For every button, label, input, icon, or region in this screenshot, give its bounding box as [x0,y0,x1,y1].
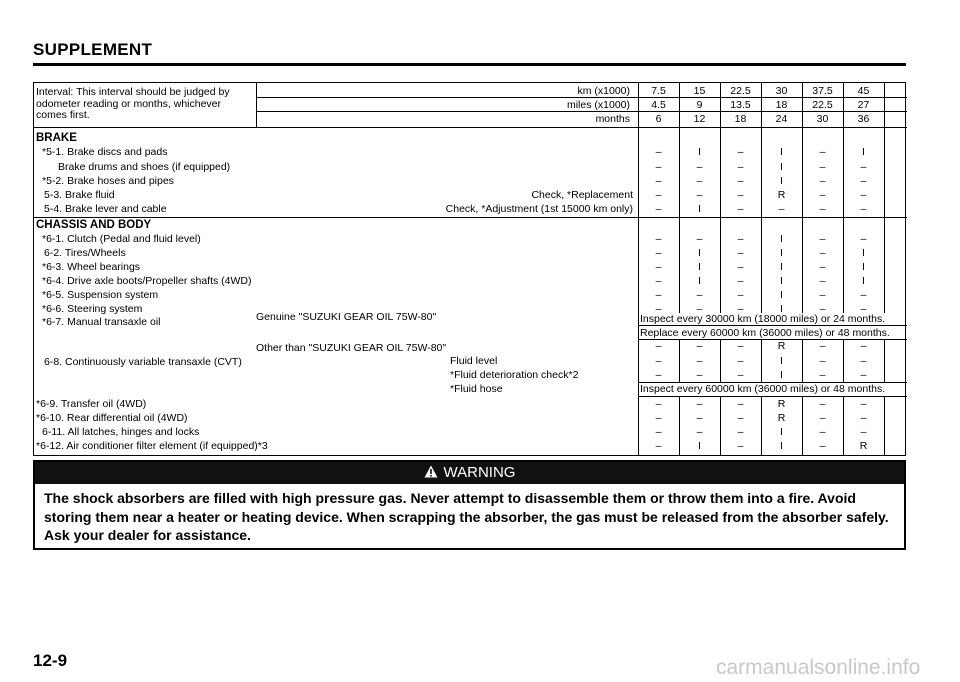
header-divider [256,97,907,98]
chassis-item-cell: I [780,233,783,245]
chassis-item-cell: I [780,289,783,301]
tail-item-cell: – [655,426,662,438]
row-divider [638,325,907,326]
chassis-item-cell: – [737,303,744,315]
col-divider [720,339,721,382]
brake-item-cell: – [655,203,662,215]
col-divider [761,396,762,455]
header-divider [256,111,907,112]
header-miles-cell: 13.5 [730,99,751,111]
brake-item-cell: I [780,161,783,173]
manual-other-cell: – [737,340,744,352]
tail-item-cell: – [860,426,867,438]
item-label: *6-10. Rear differential oil (4WD) [36,412,188,424]
brake-item-cell: – [655,175,662,187]
item-action: *Fluid hose [450,383,503,395]
brake-item-cell: I [780,146,783,158]
page-number: 12-9 [33,651,68,670]
warning-text: The shock absorbers are filled with high pressure gas. Never attempt to disassemble them or throw them into a fire. Avoid storing them near a heater or heating device. When scrapping the absorber, the gas must be released from the absorber safely. Ask your dealer for assistance. [44,490,889,543]
item-label: *5-1. Brake discs and pads [42,146,168,158]
brake-item-cell: I [698,146,701,158]
col-divider [720,396,721,455]
chassis-item-cell: – [655,247,662,259]
header-months-cell: 12 [693,113,706,125]
header-km-cell: 22.5 [730,85,751,97]
chassis-item-cell: – [696,233,703,245]
tail-item-cell: – [860,412,867,424]
col-divider [843,83,844,313]
header-km-cell: 37.5 [812,85,833,97]
item-label: *6-7. Manual transaxle oil [42,316,161,328]
cvt-row-cell: – [737,369,744,381]
chassis-item-cell: – [737,233,744,245]
chassis-item-cell: – [655,261,662,273]
chassis-item-cell: – [860,289,867,301]
cvt-row-cell: – [860,355,867,367]
chassis-item-cell: I [780,303,783,315]
brake-item-cell: I [698,203,701,215]
cvt-row-cell: – [655,369,662,381]
brake-item-cell: I [780,175,783,187]
chassis-item-cell: – [819,289,826,301]
section-divider [34,217,907,218]
manual-other-cell: – [696,340,703,352]
brake-item-cell: – [819,161,826,173]
manual-other-cell: – [655,340,662,352]
header-row-label: miles (x1000) [566,99,630,111]
tail-item-cell: – [696,398,703,410]
item-action: Fluid level [450,355,498,367]
tail-item-cell: I [780,440,783,452]
brake-item-cell: I [862,146,865,158]
tail-item-cell: – [737,412,744,424]
item-label: 5-3. Brake fluid [44,189,115,201]
brake-item-cell: – [696,161,703,173]
tail-item-cell: – [819,426,826,438]
header-months-cell: 18 [734,113,747,125]
chassis-item-cell: I [698,261,701,273]
header-row-label: months [595,113,630,125]
header-km-cell: 7.5 [651,85,666,97]
cvt-row-cell: I [780,355,783,367]
item-action: Check, *Adjustment (1st 15000 km only) [445,203,633,215]
header-months-cell: 24 [775,113,788,125]
header-miles-cell: 27 [857,99,870,111]
tail-item-cell: R [859,440,868,452]
tail-item-cell: – [737,426,744,438]
warning-triangle-icon [424,465,438,478]
brake-item-cell: – [860,189,867,201]
cvt-row-cell: – [819,369,826,381]
brake-item-cell: – [655,146,662,158]
col-divider [884,339,885,382]
section-brake: BRAKE [36,132,77,144]
brake-item-cell: – [819,203,826,215]
tail-item-cell: – [819,398,826,410]
item-action: Check, *Replacement [531,189,633,201]
brake-item-cell: – [819,175,826,187]
item-label: *5-2. Brake hoses and pipes [42,175,174,187]
item-label: *6-5. Suspension system [42,289,159,301]
chassis-item-cell: I [698,247,701,259]
col-divider [884,83,885,313]
brake-item-cell: – [860,203,867,215]
item-label: *6-6. Steering system [42,303,143,315]
chassis-item-cell: – [696,289,703,301]
col-divider [843,396,844,455]
col-divider [802,396,803,455]
tail-item-cell: – [655,398,662,410]
tail-item-cell: – [737,398,744,410]
item-label: *6-9. Transfer oil (4WD) [36,398,147,410]
chassis-item-cell: – [819,275,826,287]
tail-item-cell: – [860,398,867,410]
cvt-row-cell: I [780,369,783,381]
chassis-item-cell: – [655,303,662,315]
brake-item-cell: – [655,161,662,173]
tail-item-cell: I [780,426,783,438]
chassis-item-cell: – [737,275,744,287]
header-months-cell: 6 [655,113,662,125]
chassis-item-cell: – [860,233,867,245]
interval-note-line: comes first. [36,109,90,121]
chassis-item-cell: – [819,233,826,245]
brake-item-cell: – [696,189,703,201]
header-bottom [34,127,907,128]
chassis-item-cell: – [819,261,826,273]
brake-item-cell: – [696,175,703,187]
chassis-item-cell: I [862,247,865,259]
tail-item-cell: – [696,412,703,424]
brake-item-cell: – [778,203,785,215]
manual-other-cell: R [777,340,786,352]
header-months-cell: 30 [816,113,829,125]
col-divider [638,83,639,455]
chassis-item-cell: – [696,303,703,315]
interval-note-line: odometer reading or months, whichever [36,97,222,110]
header-row-label: km (x1000) [577,85,630,97]
watermark: carmanualsonline.info [716,656,921,679]
brake-item-cell: – [737,175,744,187]
note-line: Inspect every 60000 km (36000 miles) or 48 months. [640,383,886,395]
item-label: 6-11. All latches, hinges and locks [42,426,200,438]
chassis-item-cell: I [698,275,701,287]
cvt-row-cell: – [655,355,662,367]
col-divider [761,83,762,313]
warning-box [33,460,906,550]
item-action: *Fluid deterioration check*2 [450,369,579,381]
chassis-item-cell: – [655,275,662,287]
tail-item-cell: I [698,440,701,452]
note-line: Replace every 60000 km (36000 miles) or 48 months. [640,327,890,339]
manual-other-cell: – [860,340,867,352]
header-km-cell: 30 [775,85,788,97]
item-label: Brake drums and shoes (if equipped) [58,161,231,173]
title-rule [33,63,906,66]
col-divider [720,83,721,313]
brake-item-cell: – [737,203,744,215]
item-label: 6-2. Tires/Wheels [44,247,126,259]
tail-item-cell: – [655,440,662,452]
section-chassis: CHASSIS AND BODY [36,219,152,231]
brake-item-cell: – [860,175,867,187]
item-action: Genuine "SUZUKI GEAR OIL 75W-80" [256,311,437,323]
interval-divider [256,83,257,127]
chassis-item-cell: I [780,261,783,273]
note-line: Inspect every 30000 km (18000 miles) or 24 months. [640,313,886,325]
brake-item-cell: – [819,189,826,201]
cvt-row-cell: – [696,355,703,367]
chassis-item-cell: – [819,303,826,315]
brake-item-cell: – [737,189,744,201]
col-divider [679,83,680,313]
chassis-item-cell: – [737,247,744,259]
cvt-row-cell: – [819,355,826,367]
item-label: *6-3. Wheel bearings [42,261,141,273]
brake-item-cell: R [777,189,786,201]
brake-item-cell: – [819,146,826,158]
warning-title: WARNING [443,464,516,481]
chassis-item-cell: – [655,233,662,245]
cvt-row-cell: – [696,369,703,381]
brake-item-cell: – [737,161,744,173]
chassis-item-cell: I [862,275,865,287]
cvt-row-cell: – [737,355,744,367]
header-km-cell: 45 [857,85,870,97]
warning-header [35,462,904,484]
brake-item-cell: – [860,161,867,173]
item-action: Other than "SUZUKI GEAR OIL 75W-80" [256,342,447,354]
header-miles-cell: 18 [775,99,788,111]
item-label: *6-1. Clutch (Pedal and fluid level) [42,233,201,245]
tail-item-cell: – [819,440,826,452]
chassis-item-cell: I [780,275,783,287]
interval-note-line: Interval: This interval should be judged by [36,86,230,98]
tail-item-cell: – [696,426,703,438]
chassis-item-cell: – [737,289,744,301]
manual-other-cell: – [819,340,826,352]
header-km-cell: 15 [693,85,706,97]
header-months-cell: 36 [857,113,870,125]
tail-item-cell: R [777,412,786,424]
chassis-item-cell: – [860,303,867,315]
brake-item-cell: – [737,146,744,158]
col-divider [802,83,803,313]
brake-item-cell: – [655,189,662,201]
header-miles-cell: 4.5 [651,99,666,111]
item-label: *6-4. Drive axle boots/Propeller shafts (4WD) [42,275,252,287]
item-label: 5-4. Brake lever and cable [44,203,167,215]
item-label: 6-8. Continuously variable transaxle (CVT) [44,356,242,368]
chassis-item-cell: – [819,247,826,259]
header-miles-cell: 9 [696,99,703,111]
col-divider [679,396,680,455]
page-title: SUPPLEMENT [33,40,153,59]
tail-item-cell: – [819,412,826,424]
chassis-item-cell: I [862,261,865,273]
chassis-item-cell: I [780,247,783,259]
item-label: *6-12. Air conditioner filter element (if equipped)*3 [36,440,268,452]
chassis-item-cell: – [737,261,744,273]
chassis-item-cell: – [655,289,662,301]
col-divider [843,339,844,382]
tail-item-cell: R [777,398,786,410]
header-miles-cell: 22.5 [812,99,833,111]
cvt-row-cell: – [860,369,867,381]
col-divider [802,339,803,382]
col-divider [679,339,680,382]
col-divider [884,396,885,455]
tail-item-cell: – [655,412,662,424]
tail-item-cell: – [737,440,744,452]
maintenance-schedule-table [33,82,906,456]
col-divider [761,339,762,382]
